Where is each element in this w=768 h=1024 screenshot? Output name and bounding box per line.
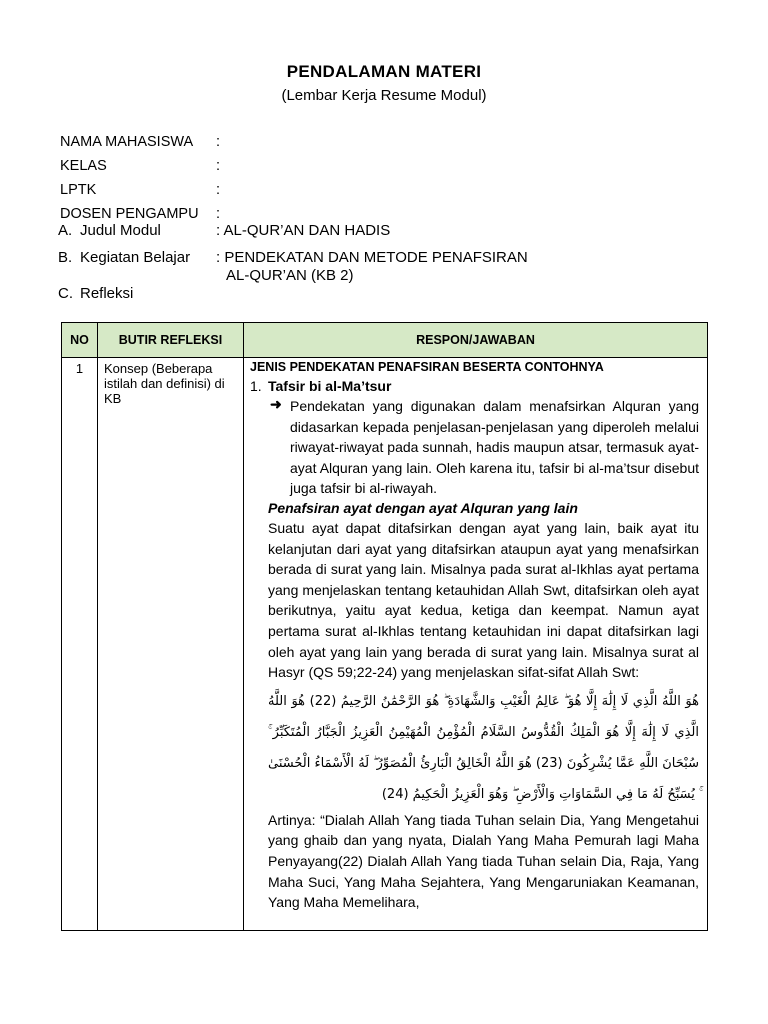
section-value: : AL-QUR’AN DAN HADIS: [216, 222, 391, 239]
reflection-table: [61, 322, 708, 931]
identity-row-kelas: [60, 158, 220, 174]
identity-colon: :: [216, 134, 221, 150]
table-header-row: [62, 323, 708, 358]
arabic-verse: هُوَ اللَّهُ الَّذِي لَا إِلَٰهَ إِلَّا هُوَ ۖ عَالِمُ الْغَيْبِ وَالشَّهَادَةِ ۖ هُوَ الرَّحْمَٰنُ الرَّحِيمُ (22) هُوَ اللَّهُ الَّذِي لَا إِلَٰهَ إِلَّا هُوَ الْمَلِكُ الْقُدُّوسُ السَّلَامُ الْمُؤْمِنُ الْمُهَيْمِنُ الْعَزِيزُ الْجَبَّارُ الْمُتَكَبِّرُ ۚ سُبْحَانَ اللَّهِ عَمَّا يُشْرِكُونَ (23) هُوَ اللَّهُ الْخَالِقُ الْبَارِئُ الْمُصَوِّرُ ۖ لَهُ الْأَسْمَاءُ الْحُسْنَىٰ ۚ يُسَبِّحُ لَهُ مَا فِي السَّمَاوَاتِ وَالْأَرْضِ ۖ وَهُوَ الْعَزِيزُ الْحَكِيمُ (24): [268, 693, 699, 802]
subheading: Penafsiran ayat dengan ayat Alquran yang lain: [268, 499, 578, 516]
section-kegiatan-belajar: [58, 249, 528, 285]
section-value-line2: AL-QUR’AN (KB 2): [226, 267, 354, 284]
row-butir: Konsep (Beberapa istilah dan definisi) di KB: [98, 358, 244, 931]
item-title: Tafsir bi al-Ma’tsur: [268, 378, 392, 394]
page-title: PENDALAMAN MATERI: [286, 62, 482, 81]
table-row: [62, 358, 708, 931]
header-no: NO: [62, 323, 98, 358]
arrow-point: [270, 396, 699, 499]
identity-colon: :: [216, 182, 221, 198]
identity-label: KELAS: [60, 158, 107, 174]
section-value: [216, 249, 528, 285]
identity-colon: :: [216, 158, 221, 174]
identity-row-dosen: [60, 206, 220, 222]
response-heading: JENIS PENDEKATAN PENAFSIRAN BESERTA CONTOHNYA: [250, 360, 604, 374]
identity-colon: :: [216, 206, 221, 222]
identity-label: DOSEN PENGAMPU: [60, 206, 199, 222]
identity-row-nama: [60, 134, 220, 150]
section-refleksi: [58, 285, 216, 303]
identity-row-lptk: [60, 182, 220, 198]
item-title-row: [250, 378, 699, 394]
section-judul-modul: [58, 222, 390, 240]
arrow-right-icon: ➜: [270, 396, 282, 412]
header-butir-refleksi: BUTIR REFLEKSI: [98, 323, 244, 358]
page-subtitle: (Lembar Kerja Resume Modul): [281, 87, 487, 104]
arrow-text: Pendekatan yang digunakan dalam menafsirkan Alquran yang didasarkan kepada penjelasan-penjelasan yang diperoleh melalui riwayat-riwayat pada sunnah, hadis maupun atsar, termasuk ayat-ayat Alquran yang lain. Oleh karena itu, tafsir bi al-ma’tsur disebut juga tafsir bi al-riwayah.: [290, 398, 699, 497]
row-respon: [244, 358, 708, 931]
row-number: 1: [62, 358, 98, 931]
header-respon-jawaban: RESPON/JAWABAN: [244, 323, 708, 358]
section-label: Refleksi: [80, 285, 134, 302]
section-label: Judul Modul: [80, 222, 161, 239]
section-letter: A.: [58, 222, 73, 239]
translation-paragraph: Artinya: “Dialah Allah Yang tiada Tuhan selain Dia, Yang Mengetahui yang ghaib dan yang nyata, Dialah Yang Maha Pemurah lagi Maha Penyayang(22) Dialah Allah Yang tiada Tuhan selain Dia, Raja, Yang Maha Suci, Yang Maha Sejahtera, Yang Mengaruniakan Keamanan, Yang Maha Memelihara,: [268, 811, 699, 911]
section-value-line1: : PENDEKATAN DAN METODE PENAFSIRAN: [216, 249, 528, 266]
section-label: Kegiatan Belajar: [80, 249, 191, 266]
item-number: 1.: [250, 378, 262, 394]
explanation-paragraph: Suatu ayat dapat ditafsirkan dengan ayat yang lain, baik ayat itu kelanjutan dari ayat yang ditafsirkan ataupun ayat yang menafsirkan berada di surat yang lain. Misalnya pada surat al-Ikhlas ayat pertama yang menjelaskan tentang ketauhidan Allah Swt, ditafsirkan oleh ayat berikutnya, yaitu ayat kedua, ketiga dan keempat. Namun ayat pertama surat al-Ikhlas tentang ketauhidan ini dapat ditafsirkan lagi oleh ayat yang lain yang berada di surat yang lain. Misalnya surat al Hasyr (QS 59;22-24) yang menjelaskan sifat-sifat Allah Swt:: [268, 519, 699, 681]
identity-label: NAMA MAHASISWA: [60, 134, 194, 150]
section-letter: C.: [58, 285, 73, 302]
identity-label: LPTK: [60, 182, 97, 198]
section-letter: B.: [58, 249, 73, 266]
